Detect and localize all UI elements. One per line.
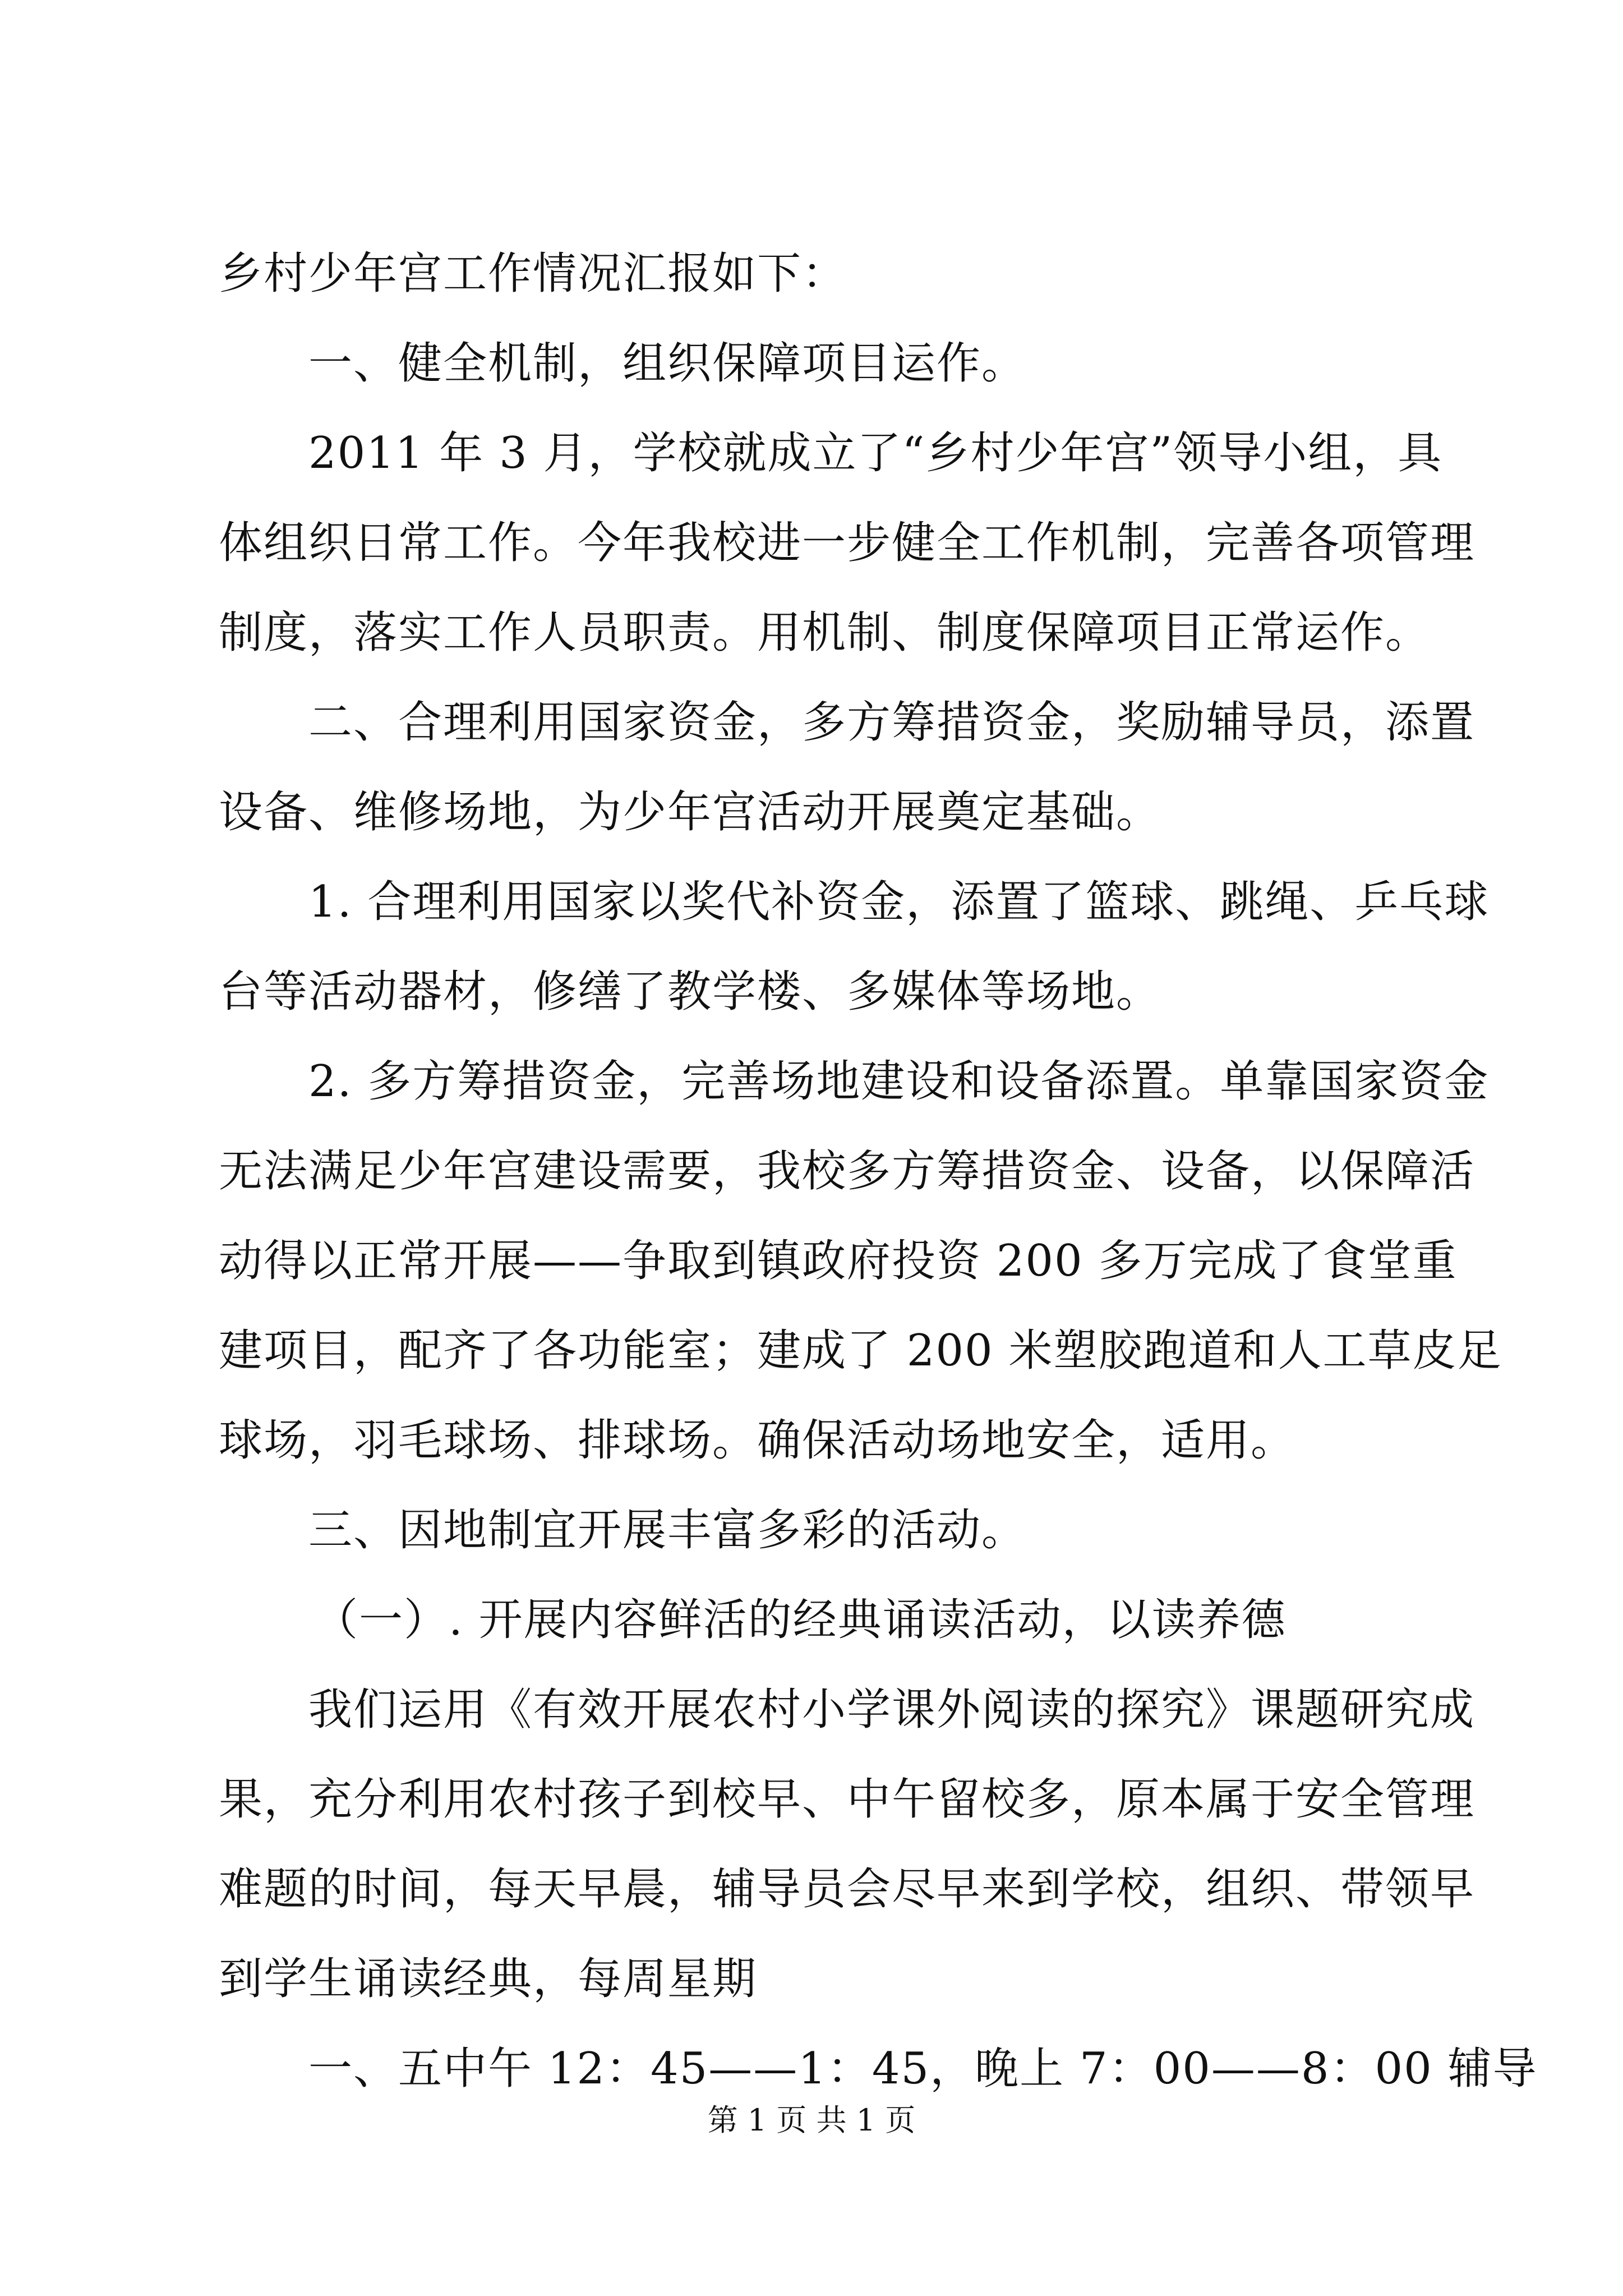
text-line: 设备、维修场地，为少年宫活动开展奠定基础。: [219, 787, 1161, 838]
text-line: 动得以正常开展——争取到镇政府投资 200 多万完成了食堂重: [219, 1236, 1458, 1286]
section-heading-1: 一、健全机制，组织保障项目运作。: [308, 338, 1027, 389]
text-line: 到学生诵读经典，每周星期: [219, 1954, 758, 2004]
text-line: 体组织日常工作。今年我校进一步健全工作机制，完善各项管理: [219, 518, 1476, 568]
text-line: 果，充分利用农村孩子到校早、中午留校多，原本属于安全管理: [219, 1774, 1476, 1825]
text-line: 一、五中午 12：45——1：45，晚上 7：00——8：00 辅导: [308, 2044, 1538, 2094]
page-footer: 第 1 页 共 1 页: [707, 2102, 916, 2138]
document-body: [219, 229, 1538, 2114]
subsection-heading-1: （一）. 开展内容鲜活的经典诵读活动，以读养德: [314, 1595, 1287, 1645]
text-line: 我们运用《有效开展农村小学课外阅读的探究》课题研究成: [308, 1685, 1476, 1735]
text-line: 台等活动器材，修缮了教学楼、多媒体等场地。: [219, 967, 1161, 1017]
text-line: 2011 年 3 月，学校就成立了“乡村少年宫”领导小组，具: [308, 428, 1443, 478]
text-line: 无法满足少年宫建设需要，我校多方筹措资金、设备，以保障活: [219, 1146, 1476, 1197]
section-heading-2: 二、合理利用国家资金，多方筹措资金，奖励辅导员，添置: [308, 697, 1476, 748]
list-item-2: 2. 多方筹措资金，完善场地建设和设备添置。单靠国家资金: [308, 1056, 1490, 1107]
text-line: 球场，羽毛球场、排球场。确保活动场地安全，适用。: [219, 1415, 1296, 1466]
section-heading-3: 三、因地制宜开展丰富多彩的活动。: [308, 1505, 1027, 1556]
text-line: 乡村少年宫工作情况汇报如下：: [219, 249, 847, 299]
text-line: 建项目，配齐了各功能室；建成了 200 米塑胶跑道和人工草皮足: [219, 1326, 1502, 1376]
text-line: 难题的时间，每天早晨，辅导员会尽早来到学校，组织、带领早: [219, 1864, 1476, 1915]
text-line: 制度，落实工作人员职责。用机制、制度保障项目正常运作。: [219, 608, 1431, 658]
list-item-1: 1. 合理利用国家以奖代补资金，添置了篮球、跳绳、乒乓球: [308, 877, 1490, 927]
